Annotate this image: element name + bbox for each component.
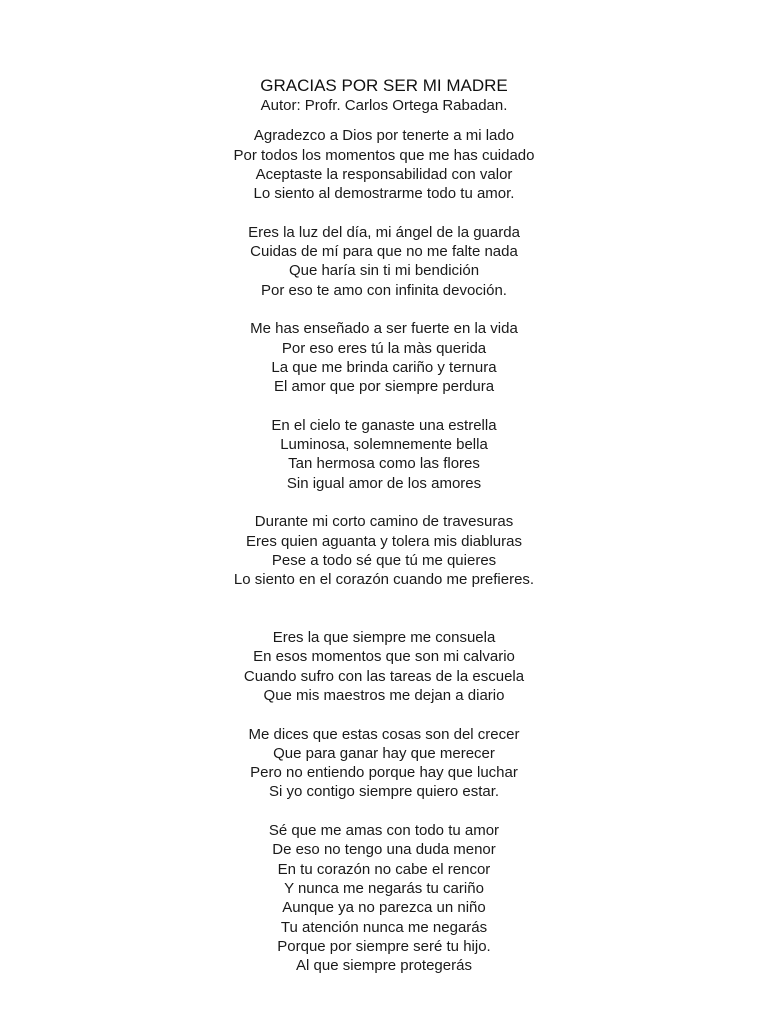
poem-line: Eres la luz del día, mi ángel de la guarda: [248, 223, 520, 241]
poem-line: Eres quien aguanta y tolera mis diabluras: [246, 532, 522, 550]
stanza-3: [0, 319, 768, 396]
poem-line: Aunque ya no parezca un niño: [282, 899, 486, 917]
poem-line: Por eso te amo con infinita devoción.: [261, 281, 507, 299]
poem-line: Que para ganar hay que merecer: [273, 744, 495, 762]
poem-line: En el cielo te ganaste una estrella: [271, 416, 497, 434]
poem-line: Luminosa, solemnemente bella: [280, 436, 488, 454]
poem-line: Que haría sin ti mi bendición: [288, 262, 480, 280]
stanza-2: [0, 223, 768, 300]
poem-line: Pese a todo sé que tú me quieres: [271, 551, 497, 569]
poem-line: Cuidas de mí para que no me falte nada: [250, 243, 518, 261]
poem-line: Sin igual amor de los amores: [286, 474, 482, 492]
poem-line: Y nunca me negarás tu cariño: [284, 879, 484, 897]
poem-line: Por eso eres tú la màs querida: [281, 339, 487, 357]
poem-line: En tu corazón no cabe el rencor: [277, 860, 491, 878]
poem-line: Porque por siempre seré tu hijo.: [277, 937, 491, 955]
poem-author: Autor: Profr. Carlos Ortega Rabadan.: [260, 97, 508, 114]
poem-line: Tu atención nunca me negarás: [280, 918, 488, 936]
poem-line: De eso no tengo una duda menor: [272, 841, 496, 859]
poem-line: Me has enseñado a ser fuerte en la vida: [250, 320, 518, 338]
poem-line: Lo siento en el corazón cuando me prefieres.: [233, 571, 535, 589]
poem-line: El amor que por siempre perdura: [273, 378, 495, 396]
poem-body: [0, 126, 768, 975]
stanza-1: [0, 126, 768, 203]
poem-line: Agradezco a Dios por tenerte a mi lado: [253, 127, 515, 145]
poem-line: Pero no entiendo porque hay que luchar: [250, 764, 518, 782]
poem-line: Durante mi corto camino de travesuras: [254, 513, 514, 531]
stanza-7: [0, 725, 768, 802]
poem-line: La que me brinda cariño y ternura: [271, 358, 497, 376]
poem-line: Cuando sufro con las tareas de la escuela: [243, 667, 525, 685]
stanza-5: [0, 512, 768, 589]
poem-line: Tan hermosa como las flores: [288, 455, 480, 473]
poem-line: En esos momentos que son mi calvario: [253, 648, 515, 666]
poem-line: Me dices que estas cosas son del crecer: [248, 725, 520, 743]
stanza-4: [0, 416, 768, 493]
poem-title: GRACIAS POR SER MI MADRE: [260, 76, 508, 95]
poem-line: Por todos los momentos que me has cuidado: [233, 146, 535, 164]
poem-line: Que mis maestros me dejan a diario: [263, 686, 505, 704]
poem-line: Si yo contigo siempre quiero estar.: [268, 783, 500, 801]
poem-line: Eres la que siempre me consuela: [272, 629, 496, 647]
poem-line: Aceptaste la responsabilidad con valor: [255, 165, 513, 183]
stanza-8: [0, 821, 768, 975]
stanza-6: [0, 628, 768, 705]
poem-line: Lo siento al demostrarme todo tu amor.: [253, 185, 515, 203]
poem-line: Sé que me amas con todo tu amor: [268, 822, 500, 840]
poem-line: Al que siempre protegerás: [296, 957, 472, 975]
